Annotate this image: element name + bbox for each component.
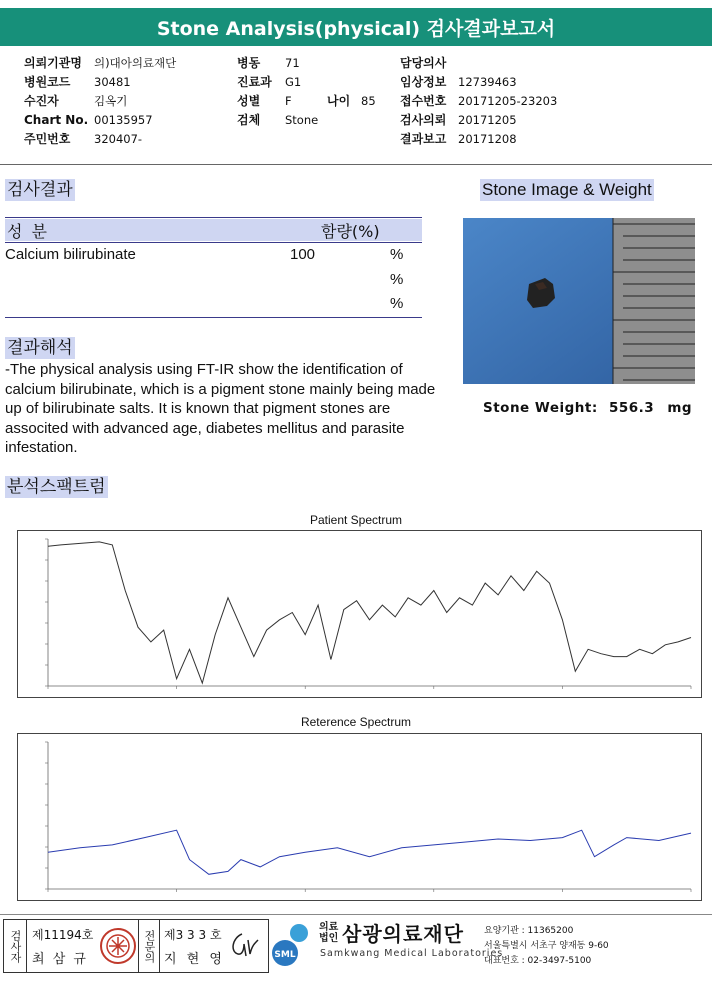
value-patient: 김옥기 bbox=[94, 94, 128, 108]
specialist-signature-icon bbox=[226, 928, 262, 962]
col-content: 함량(%) bbox=[321, 222, 380, 241]
row-unit: % bbox=[390, 246, 404, 263]
specialist-name: 지 현 영 bbox=[164, 952, 225, 967]
stone-heading: Stone Image & Weight bbox=[482, 180, 652, 199]
spectrum-line bbox=[48, 542, 691, 683]
spectrum-axes bbox=[48, 539, 691, 686]
value-chart-no: 00135957 bbox=[94, 113, 153, 127]
org-name: 삼광의료재단 bbox=[342, 922, 464, 946]
stone-weight bbox=[483, 400, 692, 416]
results-col-header bbox=[5, 219, 422, 241]
label-department: 진료과 bbox=[237, 75, 272, 89]
inspector-license: 제11194호 bbox=[32, 928, 94, 942]
interpretation-heading: 결과해석 bbox=[7, 338, 73, 358]
inspector-name: 최 삼 규 bbox=[32, 952, 88, 967]
value-test-request: 20171205 bbox=[458, 113, 517, 127]
patient-spectrum-svg bbox=[18, 531, 701, 697]
spectrum-heading: 분석스팩트럼 bbox=[7, 477, 106, 497]
header-divider bbox=[0, 164, 712, 165]
org-info-line: 요양기관 : 11365200 bbox=[484, 926, 574, 936]
value-clinical-info: 12739463 bbox=[458, 75, 517, 89]
value-hospital-code: 30481 bbox=[94, 75, 131, 89]
footer-divider bbox=[0, 914, 712, 915]
value-age: 85 bbox=[361, 94, 376, 108]
label-specimen: 검체 bbox=[237, 113, 261, 127]
label-patient: 수진자 bbox=[24, 94, 59, 108]
results-header-rule bbox=[5, 242, 422, 243]
reference-spectrum-svg bbox=[18, 734, 701, 900]
label-doctor: 담당의사 bbox=[400, 56, 447, 70]
signature-box bbox=[3, 919, 269, 973]
label-result-report: 결과보고 bbox=[400, 132, 447, 146]
org-info bbox=[484, 924, 609, 969]
header-col1 bbox=[24, 54, 176, 149]
label-requester: 의뢰기관명 bbox=[24, 56, 82, 70]
value-sex: F bbox=[285, 94, 292, 108]
svg-text:SML: SML bbox=[274, 950, 296, 960]
value-receipt-no: 20171205-23203 bbox=[458, 94, 558, 108]
inspector-label: 검사자 bbox=[4, 920, 27, 972]
specialist-license: 제3 3 3 호 bbox=[164, 928, 222, 942]
value-resident-no: 320407- bbox=[94, 132, 143, 146]
org-info-line: 서울특별시 서초구 양재동 9-60 bbox=[484, 941, 609, 951]
org-english-name: Samkwang Medical Laboratories bbox=[320, 948, 504, 959]
patient-spectrum-title: Patient Spectrum bbox=[309, 513, 403, 527]
label-sex: 성별 bbox=[237, 94, 261, 108]
stone-photo-image bbox=[463, 218, 695, 384]
label-test-request: 검사의뢰 bbox=[400, 113, 447, 127]
col-component: 성 분 bbox=[7, 222, 49, 241]
specialist-label: 전문의 bbox=[138, 920, 160, 972]
spectrum-axes bbox=[48, 742, 691, 889]
row-unit: % bbox=[390, 271, 404, 288]
results-heading: 검사결과 bbox=[7, 180, 73, 200]
spectrum-line bbox=[48, 830, 691, 874]
reference-spectrum-chart bbox=[17, 733, 702, 901]
label-receipt-no: 접수번호 bbox=[400, 94, 447, 108]
stone-weight-value: 556.3 bbox=[608, 400, 655, 416]
reference-spectrum-title: Reterence Spectrum bbox=[300, 715, 412, 729]
label-age: 나이 bbox=[327, 94, 351, 108]
report-title: Stone Analysis(physical) 검사결과보고서 bbox=[0, 8, 712, 46]
label-hospital-code: 병원코드 bbox=[24, 75, 71, 89]
header-col3 bbox=[400, 54, 557, 149]
row-unit: % bbox=[390, 295, 404, 312]
label-resident-no: 주민번호 bbox=[24, 132, 71, 146]
inspector-seal-icon bbox=[98, 926, 138, 966]
results-top-rule bbox=[5, 217, 422, 218]
sml-logo-icon bbox=[271, 921, 315, 969]
interpretation-text: -The physical analysis using FT-IR show the identification of calcium bilirubinate, which is a pigment stone mainly being made up of bilirubinate salts. It is known that pigment stones are associted with advanced age, diabetes mellitus and parasite infestation. bbox=[5, 361, 436, 456]
label-ward: 병동 bbox=[237, 56, 261, 70]
patient-spectrum-chart bbox=[17, 530, 702, 698]
label-chart-no: Chart No. bbox=[24, 113, 89, 127]
org-info-line: 대표번호 : 02-3497-5100 bbox=[484, 956, 592, 966]
results-bottom-rule bbox=[5, 317, 422, 318]
value-specimen: Stone bbox=[285, 113, 319, 127]
org-prefix: 의료법인 bbox=[319, 922, 339, 944]
row-component: Calcium bilirubinate bbox=[5, 246, 136, 263]
value-ward: 71 bbox=[285, 56, 300, 70]
label-clinical-info: 임상정보 bbox=[400, 75, 447, 89]
value-requester: 의)대아의료재단 bbox=[94, 56, 177, 70]
header-col2 bbox=[237, 54, 376, 130]
stone-weight-unit: mg bbox=[667, 400, 693, 416]
stone-photo bbox=[463, 218, 695, 384]
row-value: 100 bbox=[290, 246, 316, 263]
stone-weight-label: Stone Weight: bbox=[483, 400, 598, 416]
value-department: G1 bbox=[285, 75, 302, 89]
value-result-report: 20171208 bbox=[458, 132, 517, 146]
